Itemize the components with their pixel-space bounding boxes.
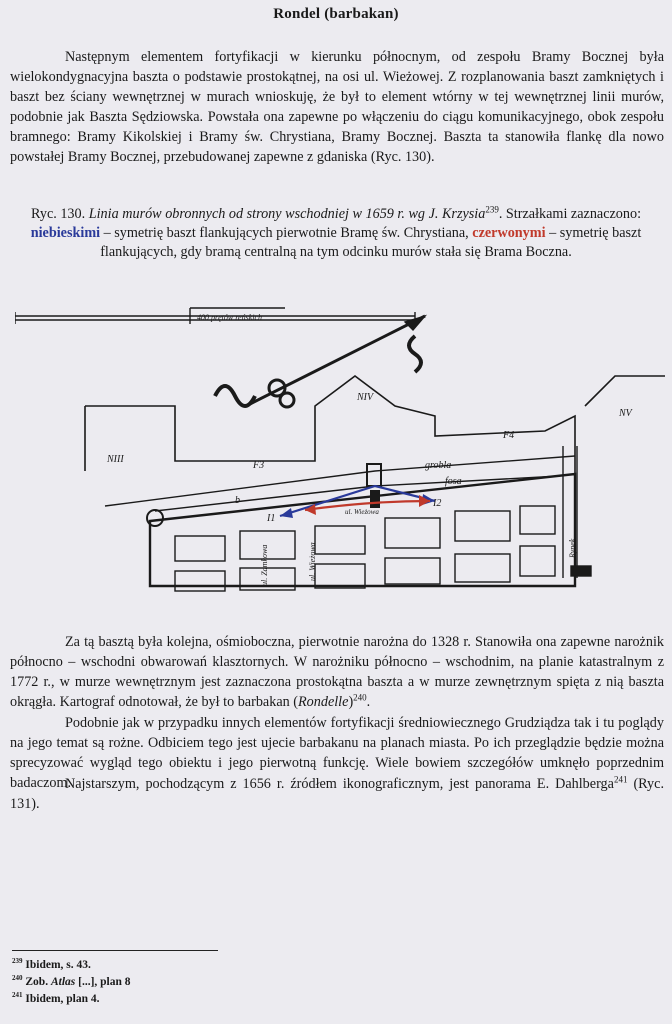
compass-s-glyph (409, 336, 421, 372)
caption-blue-word: niebieskimi (30, 225, 101, 241)
svg-text:N S: N S (405, 360, 407, 361)
caption-red-word: czerwonymi (472, 225, 546, 241)
compass-needle (250, 316, 425, 404)
label-fosa: fosa (445, 476, 462, 487)
label-i2: I2 (433, 498, 442, 509)
footnote-text: Zob. (25, 976, 49, 988)
gate-tower (367, 464, 381, 486)
caption-part1: Strzałkami zaznaczono: (505, 206, 642, 222)
paragraph-4-end: (Ryc. 131). (10, 776, 664, 812)
label-f3: F3 (253, 460, 265, 471)
compass-n-glyph (215, 386, 255, 406)
paragraph-2-text: Za tą basztą była kolejna, ośmioboczna, pierwotnie narożna do 1328 r. Stanowiła ona zapewne narożnik północno – wschodni obwarowań klasztornych. W narożniku północno – wschodnim, na planie katastralnym z 1772 r., w murze wewnętrznym jest zaznaczona prostokątna baszta a w murze zewnętrznym spięta z nią baszta okrągła. Kartograf odnotował, że był to barbakan (10, 634, 664, 710)
label-n-iv: NIV (357, 392, 374, 403)
caption-part2: – symetrię baszt flankujących pierwotnie Bramę św. Chrystiana, (103, 225, 469, 241)
paragraph-4 (10, 774, 664, 814)
label-n-iii: NIII (107, 454, 124, 465)
label-f4: F4 (503, 430, 515, 441)
footnotes (12, 957, 131, 1008)
outer-bastions (85, 376, 575, 496)
label-n-v: NV (619, 408, 632, 419)
footnote-number: 239 (12, 957, 23, 966)
paragraph-4-text: Najstarszym, pochodzącym z 1656 r. źródłem ikonograficznym, jest panorama E. Dahlberga (65, 776, 614, 792)
paragraph-2-italic: Rondelle (298, 694, 349, 710)
label-grobla: grobla (425, 460, 452, 471)
paragraph-1: Następnym elementem fortyfikacji w kierunku północnym, od zespołu Bramy Bocznej była wielokondygnacyjna baszta o podstawie prostokątnej, na osi ul. Wieżowej. Z rozplanowania baszt zamkniętych i baszt bez ściany wewnętrznej w murach wnioskuję, że był to element wtórny w tej wewnętrznej linii murów, podobnie jak Baszta Sędziowska. Powstała ona zapewne po włączeniu do ciągu komunikacyjnego, obok zespołu bramnego: Bramy Kikolskiej i Bramy św. Chrystiana, Bramy Bocznej. Baszta ta stanowiła flankę dla nowo powstałej Bramy Bocznej, przebudowanej zapewne z gdaniska (Ryc. 130). (10, 49, 664, 165)
caption-footnote-ref: 239 (485, 204, 499, 215)
label-wiezowa: ul. Wieżowa (308, 542, 317, 581)
section-title: Rondel (barbakan) (273, 6, 399, 22)
figure-caption: Ryc. 130. Linia murów obronnych od strony wschodniej w 1659 r. wg J. Krzysia$^{239}$. Strzałkami zaznaczono: niebieskimi – symetrię baszt flankujących pierwotnie Bramę św. Chrystiana, czerwonymi – symetrię baszt flankujących, gdy bramą centralną na tym odcinku murów stała się Brama Boczna. (30, 204, 642, 260)
footnote-text: Ibidem, plan 4. (25, 993, 100, 1005)
footnote (12, 974, 131, 991)
footnote-text: [...], plan 8 (78, 976, 131, 988)
footnote-italic: Atlas (50, 976, 76, 988)
label-wiezowa-center: ul. Wieżowa (345, 508, 379, 516)
paragraph-2: Za tą basztą była kolejna, ośmioboczna, pierwotnie narożna do 1328 r. Stanowiła ona zapewne narożnik północno – wschodni obwarowań klasztornych. W narożniku północno – wschodnim, na planie katastralnym z 1772 r., w murze wewnętrznym jest zaznaczona prostokątna baszta a w murze zewnętrznym spięta z nią baszta okrągła. Kartograf odnotował, że był to barbakan (Rondelle)$^{240}$. (10, 634, 664, 710)
caption-title: Linia murów obronnych od strony wschodniej w 1659 r. wg J. Krzysia (88, 206, 486, 222)
paragraph-3: Podobnie jak w przypadku innych elementów fortyfikacji średniowiecznego Grudziądza tak i tu poglądy na jego temat są rożne. Odbiciem tego jest ujecie barbakanu na planach miasta. Po ich przeglądzie będzie można sprecyzować wygląd tego obiektu i jego pierwotną funkcję. Wiele bowiem szczegółów umknęło poprzednim badaczom. (10, 715, 664, 791)
caption-label: Ryc. 130. (30, 206, 86, 222)
footnote-divider (12, 950, 218, 951)
scale-label: 400 prętów reńskich (197, 313, 263, 322)
footnote (12, 991, 131, 1008)
fortification-map (15, 296, 665, 616)
label-zamkowa: ul. Zamkowa (260, 544, 269, 586)
label-i1: I1 (267, 513, 276, 524)
caption-part3: – symetrię baszt flankujących, gdy bramą centralną na tym odcinku murów stała się Brama Boczna. (100, 225, 642, 260)
footnote-text: Ibidem, s. 43. (25, 959, 91, 971)
footnote-number: 240 (12, 974, 23, 983)
label-b: b (235, 495, 240, 506)
paragraph-4-ref: 241 (613, 774, 628, 785)
paragraph-2-ref: 240 (353, 692, 367, 703)
label-rynek: Rynek (568, 538, 577, 558)
street-grid (175, 506, 555, 591)
footnote (12, 957, 131, 974)
footnote-number: 241 (12, 991, 23, 1000)
